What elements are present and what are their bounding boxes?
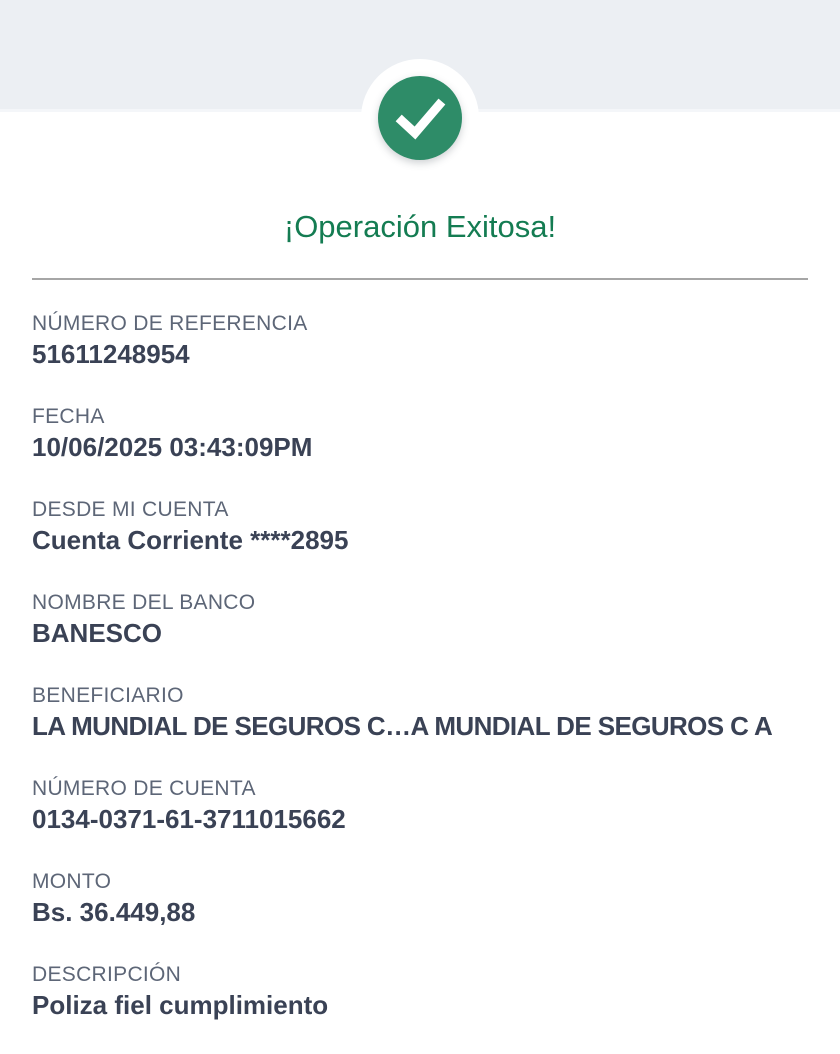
check-icon (378, 76, 462, 160)
field-beneficiario (32, 683, 808, 743)
field-value: BANESCO (32, 618, 163, 648)
field-label: FECHA (32, 405, 105, 428)
field-value: 51611248954 (32, 339, 190, 369)
field-label: BENEFICIARIO (32, 684, 184, 707)
field-monto (32, 869, 808, 929)
field-label: MONTO (32, 870, 112, 893)
receipt-fields (0, 280, 840, 1022)
field-label: NÚMERO DE REFERENCIA (32, 312, 308, 335)
field-numero-de-referencia (32, 311, 808, 371)
field-desde-mi-cuenta (32, 497, 808, 557)
field-value: Poliza fiel cumplimiento (32, 990, 329, 1020)
field-numero-de-cuenta (32, 776, 808, 836)
check-circle (378, 76, 462, 160)
field-label: DESDE MI CUENTA (32, 498, 229, 521)
field-value: 0134-0371-61-3711015662 (32, 804, 346, 834)
field-fecha (32, 404, 808, 464)
field-descripcion (32, 962, 808, 1022)
field-value: Cuenta Corriente ****2895 (32, 525, 349, 555)
field-label: DESCRIPCIÓN (32, 963, 182, 986)
success-title: ¡Operación Exitosa! (283, 209, 557, 244)
field-nombre-del-banco (32, 590, 808, 650)
field-value: Bs. 36.449,88 (32, 897, 196, 927)
success-badge (361, 59, 479, 177)
field-label: NÚMERO DE CUENTA (32, 777, 256, 800)
field-label: NOMBRE DEL BANCO (32, 591, 256, 614)
field-value: 10/06/2025 03:43:09PM (32, 432, 313, 462)
field-value: LA MUNDIAL DE SEGUROS C…A MUNDIAL DE SEGUROS C A (32, 711, 773, 741)
